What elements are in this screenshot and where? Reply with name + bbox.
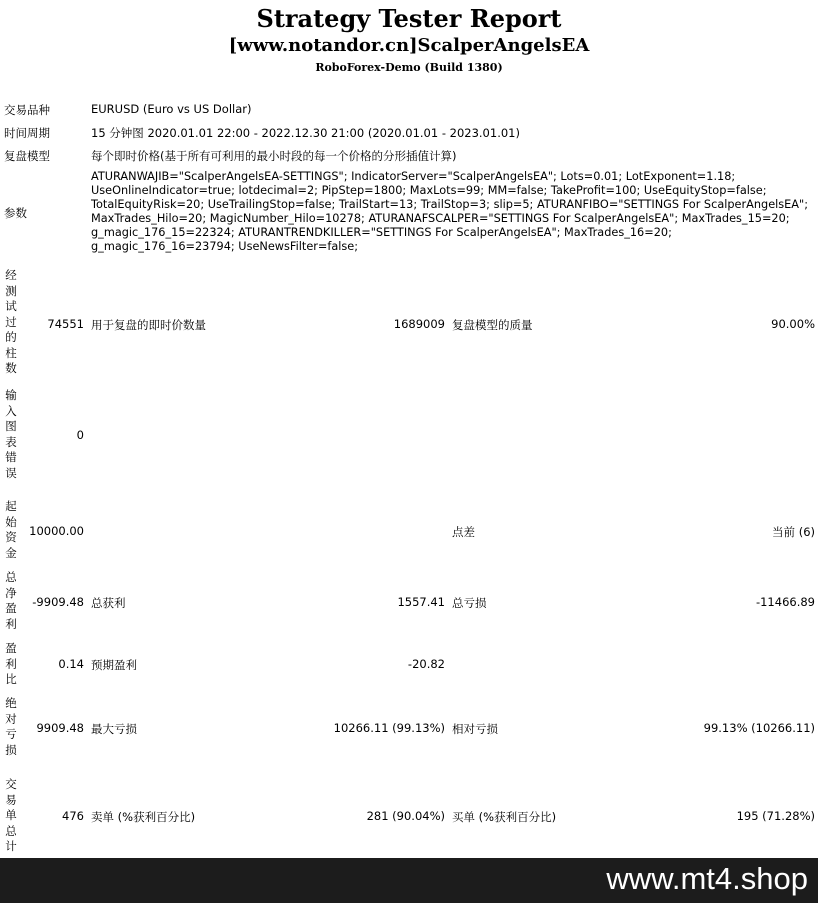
- symbol-value: EURUSD (Euro vs US Dollar): [91, 102, 252, 116]
- expected-payoff-value: -20.82: [407, 657, 445, 671]
- gross-loss-label: 总亏损: [452, 596, 487, 610]
- spread-value: 当前 (6): [772, 525, 815, 539]
- quality-label: 复盘模型的质量: [452, 318, 533, 332]
- period-label: 时间周期: [4, 126, 50, 140]
- relative-drawdown-label: 相对亏损: [452, 722, 498, 736]
- spread-label: 点差: [452, 525, 475, 539]
- absolute-drawdown-label: 绝对亏损: [5, 696, 17, 757]
- max-drawdown-value: 10266.11 (99.13%): [333, 721, 445, 735]
- ticks-value: 1689009: [393, 317, 445, 331]
- report-title: Strategy Tester Report: [256, 4, 562, 33]
- params-label: 参数: [4, 206, 27, 220]
- short-positions-label: 卖单 (%获利百分比): [91, 810, 196, 824]
- profit-factor-value: 0.14: [58, 657, 84, 671]
- errors-label: 输入图表错误: [5, 388, 17, 480]
- footer-banner: [0, 858, 818, 903]
- bars-label: 经测试过的柱数: [5, 268, 17, 375]
- long-positions-label: 买单 (%获利百分比): [452, 810, 557, 824]
- net-profit-value: -9909.48: [32, 595, 84, 609]
- gross-profit-value: 1557.41: [397, 595, 445, 609]
- total-trades-label: 交易单总计: [5, 777, 17, 853]
- gross-loss-value: -11466.89: [755, 595, 815, 609]
- max-drawdown-label: 最大亏损: [91, 722, 137, 736]
- deposit-value: 10000.00: [29, 524, 84, 538]
- total-trades-value: 476: [62, 809, 84, 823]
- expected-payoff-label: 预期盈利: [91, 658, 137, 672]
- ea-name: [www.notandor.cn]ScalperAngelsEA: [228, 35, 590, 56]
- server-build: RoboForex-Demo (Build 1380): [315, 61, 503, 74]
- model-label: 复盘模型: [4, 149, 50, 163]
- long-positions-value: 195 (71.28%): [736, 809, 815, 823]
- period-value: 15 分钟图 2020.01.01 22:00 - 2022.12.30 21:00 (2020.01.01 - 2023.01.01): [91, 126, 520, 140]
- deposit-label: 起始资金: [5, 499, 17, 560]
- watermark-text: www.mt4.shop: [606, 861, 808, 896]
- profit-factor-label: 盈利比: [5, 641, 17, 686]
- model-value: 每个即时价格(基于所有可利用的最小时段的每一个价格的分形插值计算): [91, 149, 457, 163]
- net-profit-label: 总净盈利: [5, 570, 17, 631]
- ticks-label: 用于复盘的即时价数量: [91, 318, 206, 332]
- gross-profit-label: 总获利: [91, 596, 126, 610]
- short-positions-value: 281 (90.04%): [366, 809, 445, 823]
- absolute-drawdown-value: 9909.48: [36, 721, 84, 735]
- bars-value: 74551: [47, 317, 84, 331]
- errors-value: 0: [76, 428, 84, 442]
- params-value: ATURANWAJIB="ScalperAngelsEA-SETTINGS"; IndicatorServer="ScalperAngelsEA"; Lots=0.01; LotExponent=1.18; UseOnlineIndicator=true; lotdecimal=2; PipStep=1800; MaxLots=99; MM=false; TakeProfit=100; UseEquityStop=false; TotalEquityRisk=20; UseTrailingStop=false; TrailStart=13; TrailStop=3; slip=5; ATURANFIBO="SETTINGS For ScalperAngelsEA"; MaxTrades_Hilo=20; MagicNumber_Hilo=10278; ATURANAFSCALPER="SETTINGS For ScalperAngelsEA"; MaxTrades_15=20; g_magic_176_15=22324; ATURANTRENDKILLER="SETTINGS For ScalperAngelsEA"; MaxTrades_16=20; g_magic_176_16=23794; UseNewsFilter=false;: [91, 170, 809, 253]
- quality-value: 90.00%: [771, 317, 815, 331]
- symbol-label: 交易品种: [4, 103, 50, 117]
- relative-drawdown-value: 99.13% (10266.11): [703, 721, 815, 735]
